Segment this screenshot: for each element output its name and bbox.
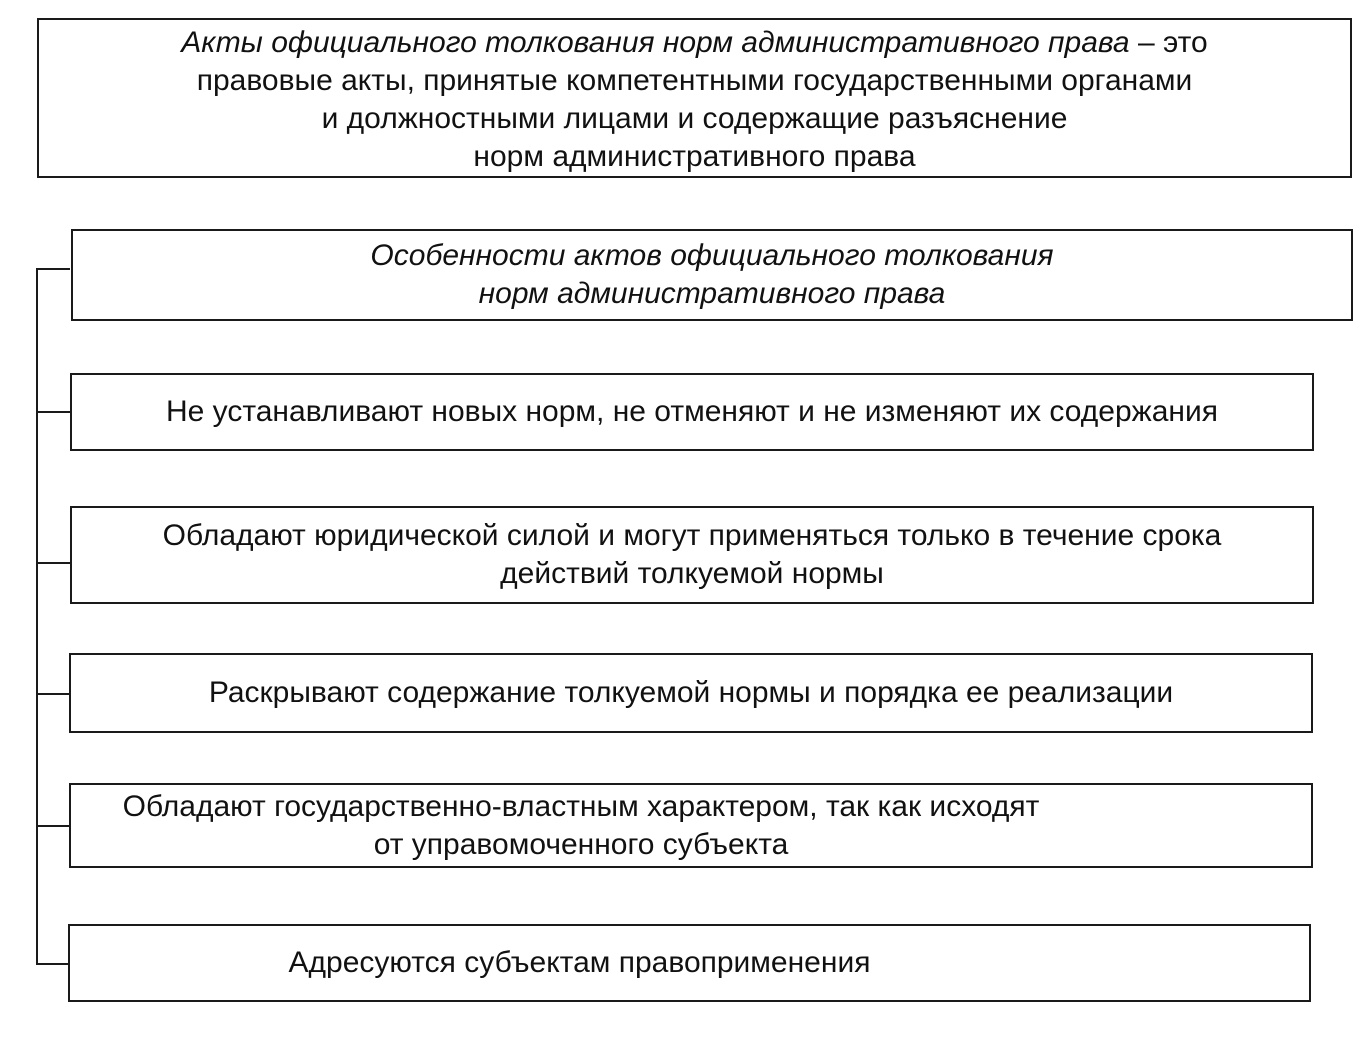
definition-dash: – это [1129,26,1208,59]
features-heading: Особенности актов официального толкования норм административного права [370,239,1054,310]
feature-text-2: Обладают юридической силой и могут применяться только в течение срока действий толкуемой нормы [162,519,1222,590]
feature-box-2 [70,506,1314,604]
feature-box-5 [68,924,1311,1002]
feature-text-3: Раскрывают содержание толкуемой нормы и порядка ее реализации [208,676,1174,709]
feature-text-1: Не устанавливают новых норм, не отменяют и не изменяют их содержания [166,395,1218,428]
feature-box-4 [69,783,1313,868]
feature-text-5: Адресуются субъектам правоприменения [288,946,871,979]
connector-spine [36,268,38,965]
connector-item-2 [36,562,70,564]
feature-text-4: Обладают государственно-властным характером, так как исходят от управомоченного субъекта [122,789,1040,861]
connector-item-1 [36,411,70,413]
connector-item-3 [36,693,70,695]
feature-box-3 [69,653,1313,733]
features-heading-box [71,229,1353,321]
definition-body: правовые акты, принятые компетентными государственными органами и должностными лицами и содержащие разъяснение норм административного права [196,64,1193,173]
definition-text [181,24,1207,176]
connector-heading [36,268,70,270]
connector-item-4 [36,825,70,827]
feature-box-1 [70,373,1314,451]
definition-box [37,18,1352,178]
connector-item-5 [36,963,70,965]
definition-term: Акты официального толкования норм административного права [181,26,1130,59]
